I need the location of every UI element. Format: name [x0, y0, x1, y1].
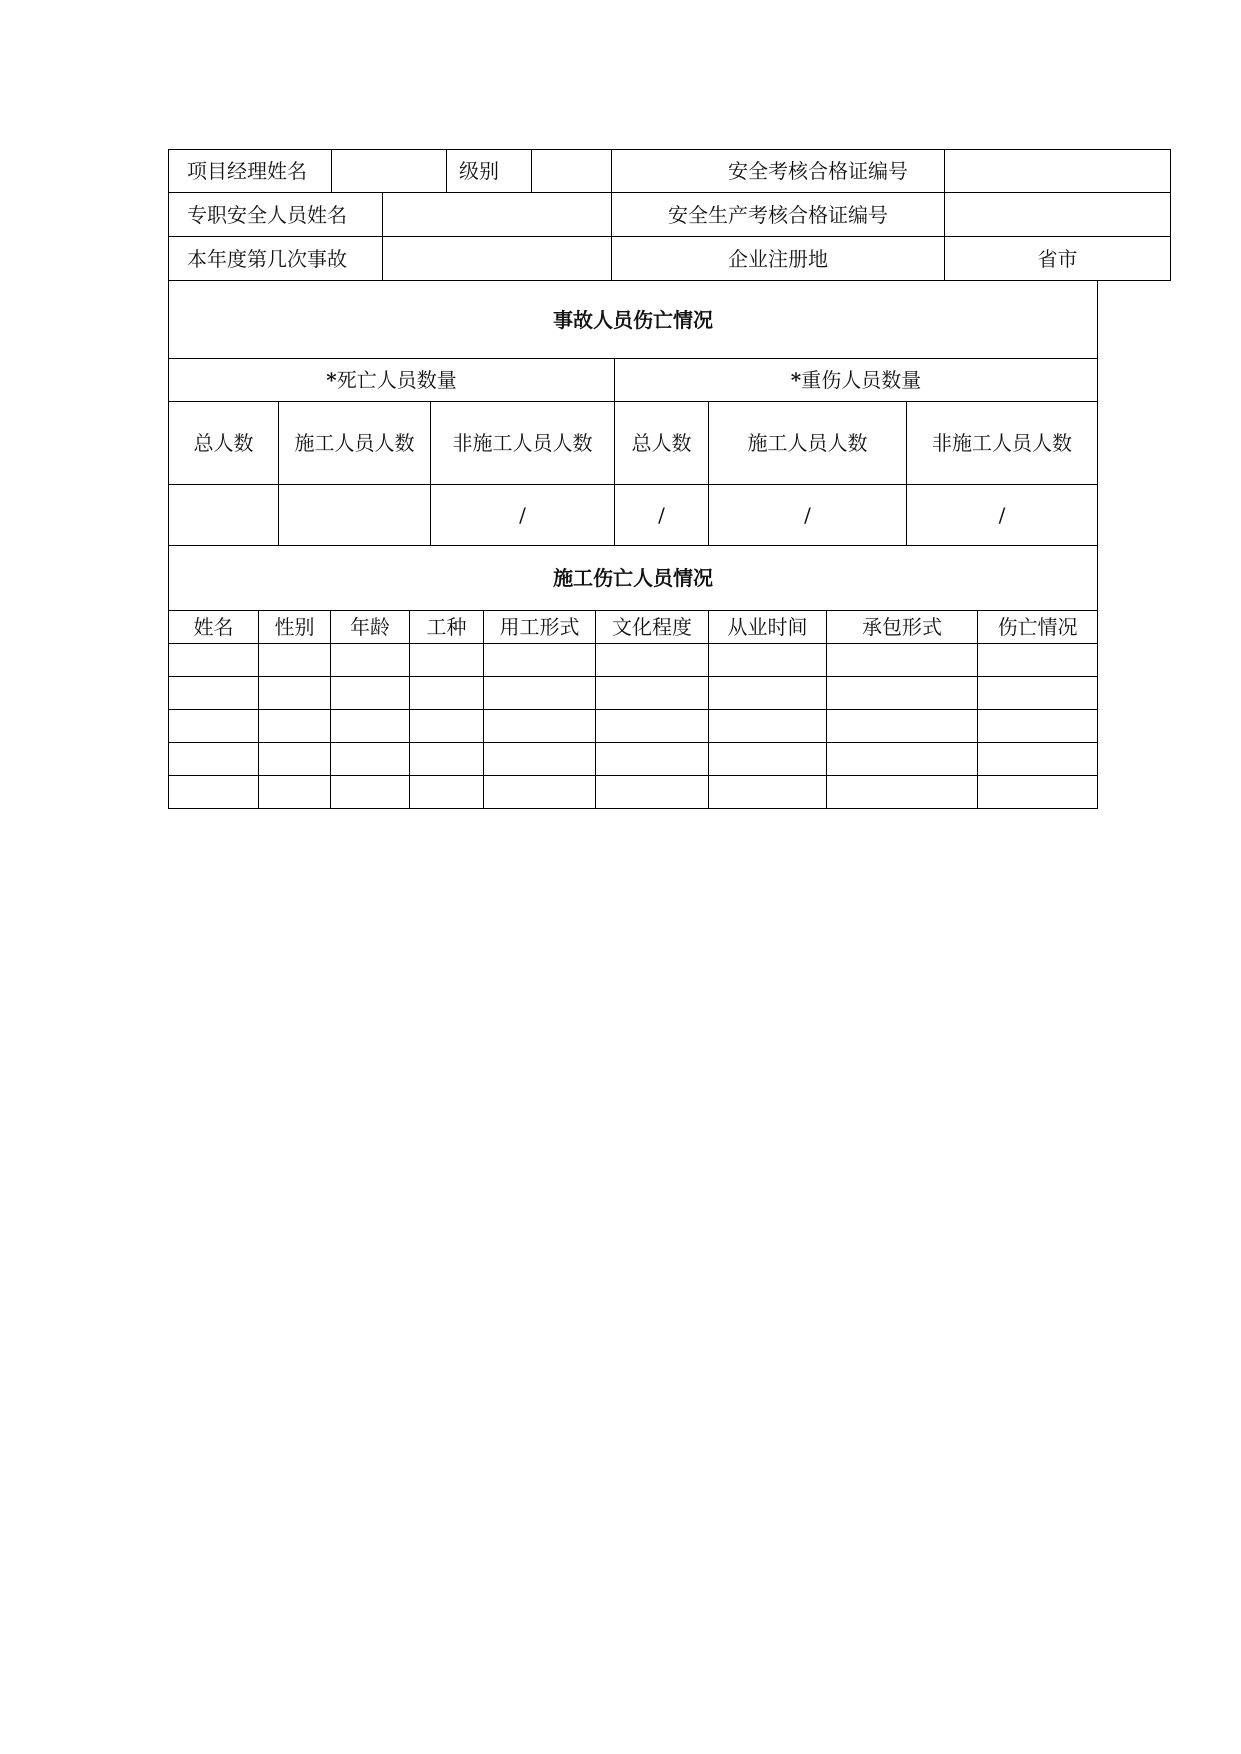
casualty-subheader-row — [169, 402, 1098, 485]
table-cell[interactable] — [410, 776, 484, 809]
table-cell[interactable] — [596, 743, 709, 776]
table-cell[interactable] — [827, 776, 978, 809]
safety-cert-field[interactable] — [945, 150, 1171, 193]
table-cell[interactable] — [410, 677, 484, 710]
production-cert-field[interactable] — [945, 193, 1171, 237]
table-cell[interactable] — [978, 644, 1098, 677]
table-cell[interactable] — [169, 743, 259, 776]
column-header: 伤亡情况 — [978, 611, 1098, 644]
worker-block — [168, 545, 1097, 809]
table-cell[interactable] — [978, 710, 1098, 743]
casualty-title-row — [169, 281, 1098, 359]
table-cell[interactable] — [709, 644, 827, 677]
table-cell[interactable] — [259, 743, 331, 776]
injuries-nonworkers-header: 非施工人员人数 — [907, 402, 1098, 485]
deaths-header — [169, 359, 615, 402]
column-header: 姓名 — [169, 611, 259, 644]
table-cell[interactable] — [169, 776, 259, 809]
table-cell[interactable] — [410, 743, 484, 776]
casualty-section-title: 事故人员伤亡情况 — [169, 281, 1098, 359]
casualty-value-row — [169, 485, 1098, 546]
table-cell[interactable] — [709, 677, 827, 710]
table-row — [169, 743, 1098, 776]
column-header: 用工形式 — [484, 611, 596, 644]
required-mark: * — [326, 368, 337, 392]
worker-header-row — [169, 611, 1098, 644]
table-row — [169, 677, 1098, 710]
table-cell[interactable] — [709, 743, 827, 776]
deaths-label: 死亡人员数量 — [336, 368, 457, 392]
table-row — [169, 776, 1098, 809]
table-cell[interactable] — [169, 677, 259, 710]
table-cell[interactable] — [259, 644, 331, 677]
worker-title-row — [169, 546, 1098, 611]
injuries-workers-field[interactable]: / — [709, 485, 907, 546]
pm-name-label: 项目经理姓名 — [169, 150, 332, 193]
table-cell[interactable] — [484, 644, 596, 677]
injuries-header — [615, 359, 1098, 402]
table-cell[interactable] — [709, 710, 827, 743]
injuries-workers-header: 施工人员人数 — [709, 402, 907, 485]
table-cell[interactable] — [410, 644, 484, 677]
column-header: 文化程度 — [596, 611, 709, 644]
injuries-total-field[interactable]: / — [615, 485, 709, 546]
info-row-3 — [169, 237, 1171, 281]
casualty-group-row — [169, 359, 1098, 402]
level-field[interactable] — [532, 150, 612, 193]
table-cell[interactable] — [169, 710, 259, 743]
table-cell[interactable] — [827, 743, 978, 776]
info-row-2 — [169, 193, 1171, 237]
column-header: 从业时间 — [709, 611, 827, 644]
worker-rows — [169, 644, 1098, 809]
table-cell[interactable] — [484, 776, 596, 809]
pm-name-field[interactable] — [332, 150, 447, 193]
column-header: 年龄 — [331, 611, 410, 644]
registration-label: 企业注册地 — [612, 237, 945, 281]
table-cell[interactable] — [827, 677, 978, 710]
table-cell[interactable] — [484, 677, 596, 710]
table-row — [169, 710, 1098, 743]
table-cell[interactable] — [709, 776, 827, 809]
table-cell[interactable] — [596, 710, 709, 743]
worker-table — [168, 545, 1098, 809]
table-row — [169, 644, 1098, 677]
table-cell[interactable] — [331, 677, 410, 710]
table-cell[interactable] — [978, 677, 1098, 710]
deaths-nonworkers-header: 非施工人员人数 — [431, 402, 615, 485]
table-cell[interactable] — [484, 710, 596, 743]
table-cell[interactable] — [169, 644, 259, 677]
table-cell[interactable] — [259, 710, 331, 743]
column-header: 工种 — [410, 611, 484, 644]
info-block — [168, 149, 1097, 281]
table-cell[interactable] — [331, 710, 410, 743]
safety-officer-label: 专职安全人员姓名 — [169, 193, 383, 237]
table-cell[interactable] — [484, 743, 596, 776]
worker-section-title: 施工伤亡人员情况 — [169, 546, 1098, 611]
table-cell[interactable] — [259, 776, 331, 809]
accident-count-field[interactable] — [383, 237, 612, 281]
production-cert-label: 安全生产考核合格证编号 — [612, 193, 945, 237]
table-cell[interactable] — [978, 743, 1098, 776]
injuries-label: 重伤人员数量 — [801, 368, 922, 392]
column-header: 承包形式 — [827, 611, 978, 644]
table-cell[interactable] — [596, 677, 709, 710]
accident-count-label: 本年度第几次事故 — [169, 237, 383, 281]
table-cell[interactable] — [827, 644, 978, 677]
table-cell[interactable] — [596, 644, 709, 677]
safety-cert-label: 安全考核合格证编号 — [612, 150, 945, 193]
injuries-total-header: 总人数 — [615, 402, 709, 485]
table-cell[interactable] — [410, 710, 484, 743]
registration-field[interactable]: 省市 — [945, 237, 1171, 281]
required-mark: * — [790, 368, 802, 392]
deaths-total-field[interactable] — [169, 485, 279, 546]
table-cell[interactable] — [978, 776, 1098, 809]
deaths-total-header: 总人数 — [169, 402, 279, 485]
safety-officer-field[interactable] — [383, 193, 612, 237]
table-cell[interactable] — [331, 743, 410, 776]
casualty-block — [168, 280, 1097, 546]
table-cell[interactable] — [331, 644, 410, 677]
casualty-table — [168, 280, 1098, 546]
deaths-workers-header: 施工人员人数 — [279, 402, 431, 485]
deaths-workers-field[interactable] — [279, 485, 431, 546]
table-cell[interactable] — [331, 776, 410, 809]
info-row-1 — [169, 150, 1171, 193]
table-cell[interactable] — [259, 677, 331, 710]
level-label: 级别 — [447, 150, 532, 193]
column-header: 性别 — [259, 611, 331, 644]
table-cell[interactable] — [827, 710, 978, 743]
table-cell[interactable] — [596, 776, 709, 809]
deaths-nonworkers-field[interactable]: / — [431, 485, 615, 546]
injuries-nonworkers-field[interactable]: / — [907, 485, 1098, 546]
info-table — [168, 149, 1171, 281]
